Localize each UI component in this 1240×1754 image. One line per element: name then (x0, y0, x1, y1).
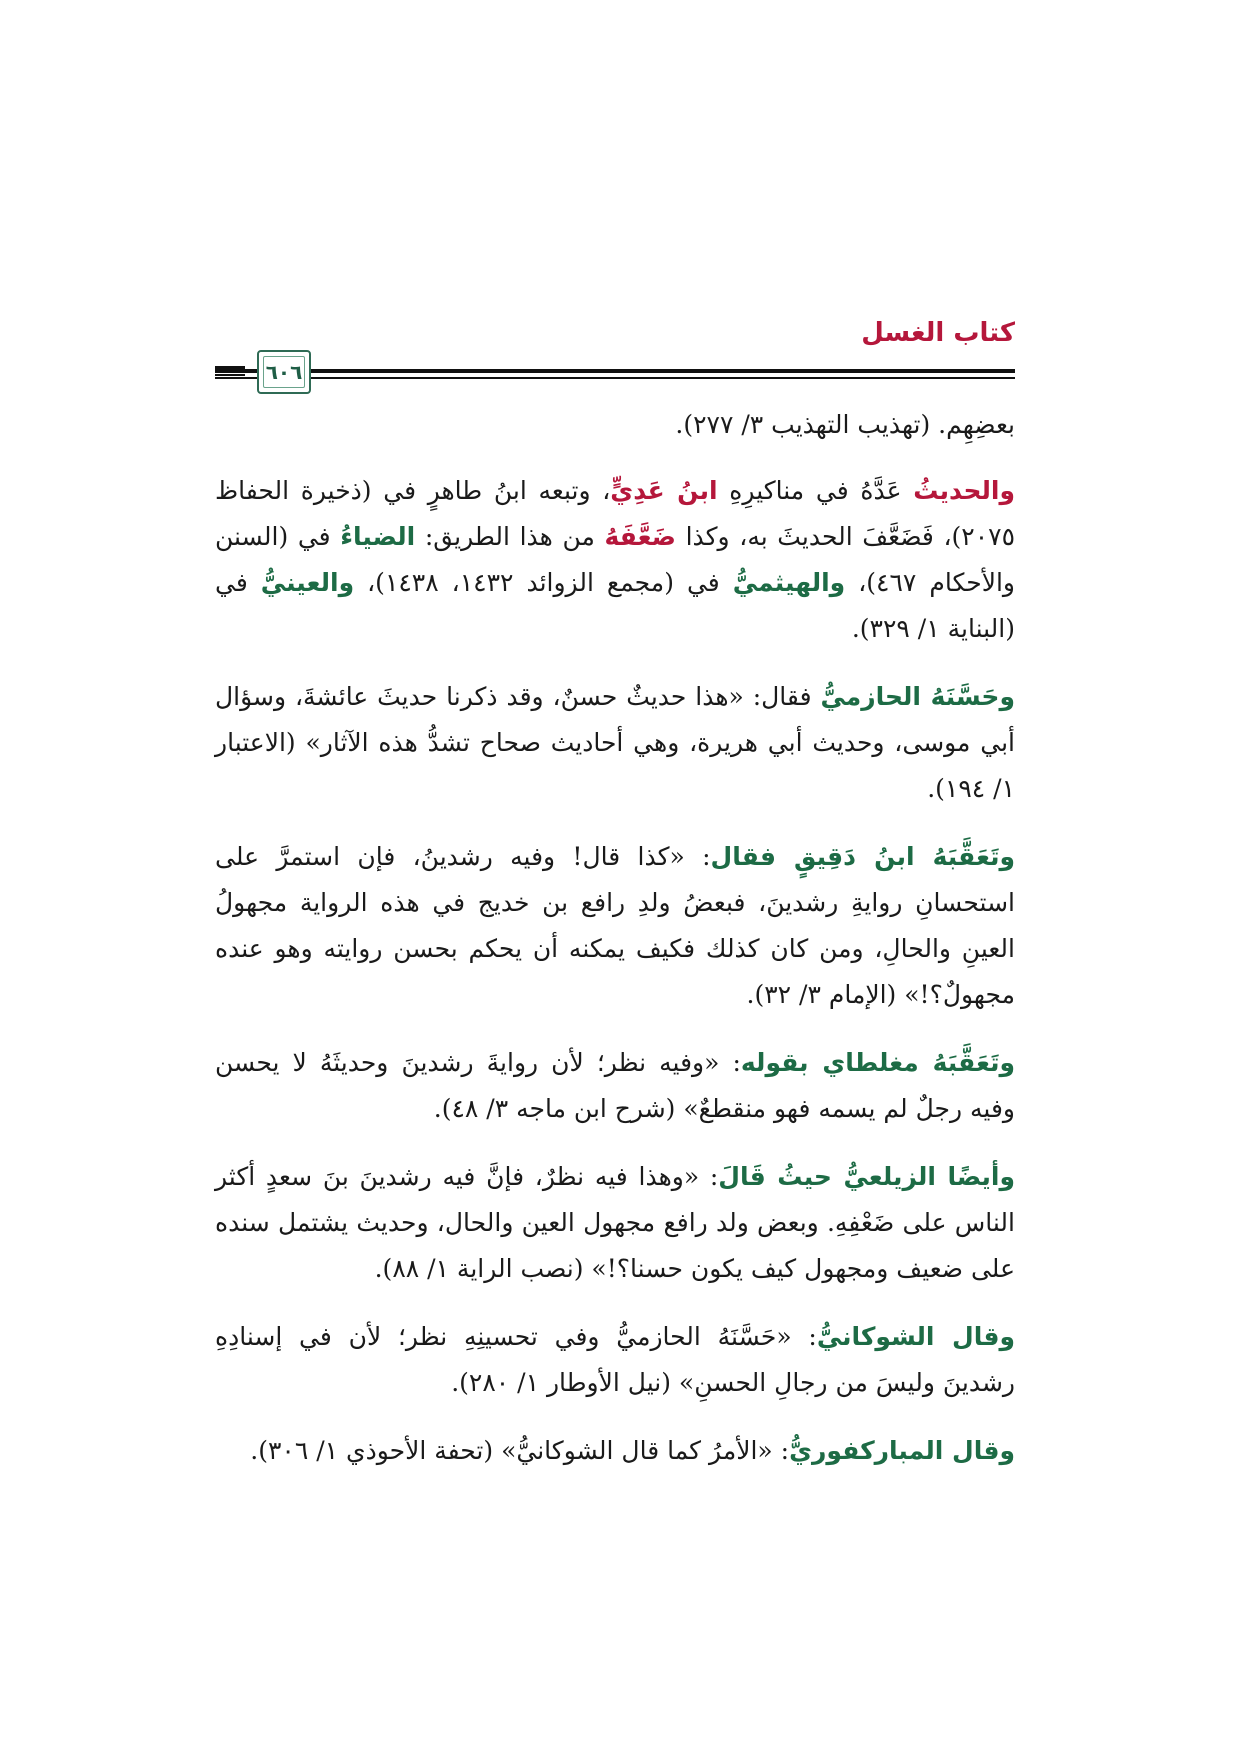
paragraph-text: ، وتبعه ابنُ طاهرٍ في (ذخيرة الحفاظ ٢٠٧٥)، فَضَعَّفَ الحديثَ به، وكذا (215, 476, 1016, 551)
paragraph-text: من هذا الطريق: (415, 522, 605, 551)
highlighted-name: وقال الشوكانيُّ (816, 1322, 1015, 1351)
paragraph (215, 1040, 1015, 1132)
book-title: كتاب الغسل (861, 318, 1015, 348)
page-number: ٦٠٦ (265, 360, 303, 384)
highlighted-name: ابنُ عَدِيٍّ (610, 476, 718, 505)
paragraph-text: في (السنن والأحكام ٤٦٧)، (215, 522, 1015, 597)
header-rule-thick (215, 369, 1015, 373)
highlighted-name: وتَعَقَّبَهُ مغلطاي بقوله (740, 1048, 1015, 1077)
highlighted-name: وقال المباركفوريُّ (789, 1436, 1015, 1465)
highlighted-name: الضياءُ (340, 522, 416, 551)
paragraph-text: : «الأمرُ كما قال الشوكانيُّ» (تحفة الأحوذي ١/ ٣٠٦). (250, 1436, 790, 1465)
paragraph (215, 402, 1015, 448)
paragraph-text: بعضِهِم. (تهذيب التهذيب ٣/ ٢٧٧). (675, 410, 1015, 439)
paragraph (215, 1154, 1015, 1292)
paragraph-text: عَدَّهُ في مناكيرِهِ (717, 476, 914, 505)
paragraph (215, 1314, 1015, 1406)
paragraph (215, 834, 1015, 1018)
paragraph (215, 468, 1015, 652)
highlighted-name: ضَعَّفَهُ (604, 522, 676, 551)
highlighted-name: والهيثميُّ (732, 568, 846, 597)
paragraph (215, 1428, 1015, 1474)
page-body (215, 402, 1015, 1496)
paragraph-text: : «وفيه نظر؛ لأن روايةَ رشدينَ وحديثَهُ لا يحسن وفيه رجلٌ لم يسمه فهو منقطعٌ» (شرح ابن ماجه ٣/ ٤٨). (215, 1048, 1015, 1123)
paragraph-text: فقال: «هذا حديثٌ حسنٌ، وقد ذكرنا حديثَ عائشةَ، وسؤال أبي موسى، وحديث أبي هريرة، وهي أحاديث صحاح تشدُّ هذه الآثار» (الاعتبار ١/ ١٩٤). (215, 682, 1015, 803)
highlighted-name: وحَسَّنَهُ الحازميُّ (820, 682, 1015, 711)
page-header (215, 318, 1015, 390)
paragraph (215, 674, 1015, 812)
highlighted-name: وأيضًا الزيلعيُّ حيثُ قَالَ (718, 1162, 1015, 1191)
paragraph-text: : «وهذا فيه نظرٌ، فإنَّ فيه رشدينَ بنَ سعدٍ أكثر الناس على ضَعْفِهِ. وبعض ولد رافع مجهول العين والحال، وحديث يشتمل سنده على ضعيف ومجهول كيف يكون حسنا؟!» (نصب الراية ١/ ٨٨). (215, 1162, 1015, 1283)
highlighted-name: والعينيُّ (260, 568, 355, 597)
highlighted-name: وتَعَقَّبَهُ ابنُ دَقِيقٍ فقال (710, 842, 1015, 871)
paragraph-text: في (مجمع الزوائد ١٤٣٢، ١٤٣٨)، (354, 568, 733, 597)
highlighted-name: والحديثُ (913, 476, 1015, 505)
paragraph-text: : «حَسَّنَهُ الحازميُّ وفي تحسينِهِ نظر؛ لأن في إسنادِهِ رشدينَ وليسَ من رجالِ الحسنِ» (نيل الأوطار ١/ ٢٨٠). (215, 1322, 1015, 1397)
header-rule-thin (215, 377, 1015, 379)
paragraph-text: : «كذا قال! وفيه رشدينُ، فإن استمرَّ على استحسانِ روايةِ رشدينَ، فبعضُ ولدِ رافع بن خديج في هذه الرواية مجهولُ العينِ والحالِ، ومن كان كذلك فكيف يمكنه أن يحكم بحسن روايته وهو عنده مجهولٌ؟!» (الإمام ٣/ ٣٢). (215, 842, 1015, 1009)
page-number-frame (257, 350, 311, 394)
header-rule-left-thin (215, 374, 245, 376)
paragraph-text: في (البناية ١/ ٣٢٩). (215, 568, 1015, 643)
